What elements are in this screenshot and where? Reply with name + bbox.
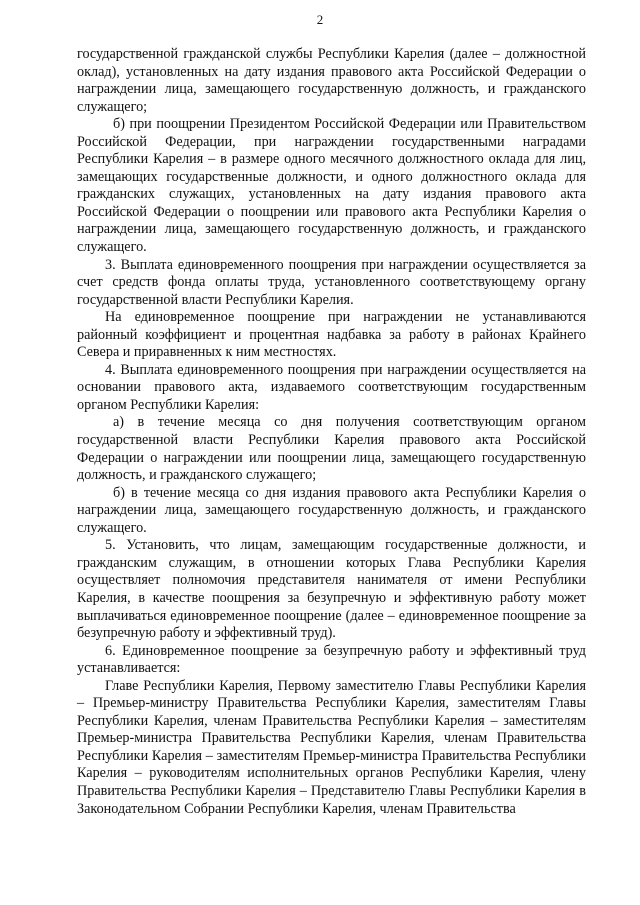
paragraph-5: 5. Установить, что лицам, замещающим государственные должности, и гражданским служащим, в отношении которых Глава Республики Карелия осуществляет полномочия представителя нанимателя от имени Республики Карелия, в качестве поощрения за безупречную и эффективную работу может выплачиваться единовременное поощрение (далее – единовременное поощрение за безупречную работу и эффективный труд). [77,537,586,642]
paragraph-4a: а) в течение месяца со дня получения соответствующим органом государственной власти Республики Карелия правового акта Российской Федерации о награждении или поощрении лица, замещающего государственную должность, и гражданского служащего; [77,414,586,484]
paragraph-4: 4. Выплата единовременного поощрения при награждении осуществляется на основании правового акта, издаваемого соответствующим государственным органом Республики Карелия: [77,361,586,413]
paragraph-6-list: Главе Республики Карелия, Первому заместителю Главы Республики Карелия – Премьер-министру Правительства Республики Карелия, заместителям Главы Республики Карелия, членам Правительства Республики Карелия – заместителям Премьер-министра Правительства Республики Карелия, членам Правительства Республики Карелия – заместителям Премьер-министра Правительства Республики Карелия – руководителям исполнительных органов Республики Карелия, члену Правительства Республики Карелия – Представителю Главы Республики Карелия в Законодательном Собрании Республики Карелия, членам Правительства [77,677,586,817]
paragraph-2b: б) при поощрении Президентом Российской Федерации или Правительством Российской Федерации, при награждении государственными наградами Республики Карелия – в размере одного месячного должностного оклада для лиц, замещающих государственные должности, и одного должностного оклада для гражданских служащих, установленных на дату издания правового акта Российской Федерации о поощрении или правового акта Республики Карелия о награждении лица, замещающего государственную должность, и гражданского служащего. [77,116,586,256]
page-number: 2 [316,12,324,27]
paragraph-4b: б) в течение месяца со дня издания правового акта Республики Карелия о награждении лица, замещающего государственную должность, и гражданского служащего. [77,484,586,536]
paragraph-6: 6. Единовременное поощрение за безупречную работу и эффективный труд устанавливается: [77,642,586,677]
paragraph-3-note: На единовременное поощрение при награждении не устанавливаются районный коэффициент и процентная надбавка за работу в районах Крайнего Севера и приравненных к ним местностях. [77,309,586,361]
paragraph-3: 3. Выплата единовременного поощрения при награждении осуществляется за счет средств фонда оплаты труда, установленного соответствующему органу государственной власти Республики Карелия. [77,256,586,308]
paragraph-1-continuation: государственной гражданской службы Республики Карелия (далее – должностной оклад), установленных на дату издания правового акта Российской Федерации о награждении лица, замещающего государственную должность, и гражданского служащего; [77,46,586,115]
document-body [77,46,586,818]
